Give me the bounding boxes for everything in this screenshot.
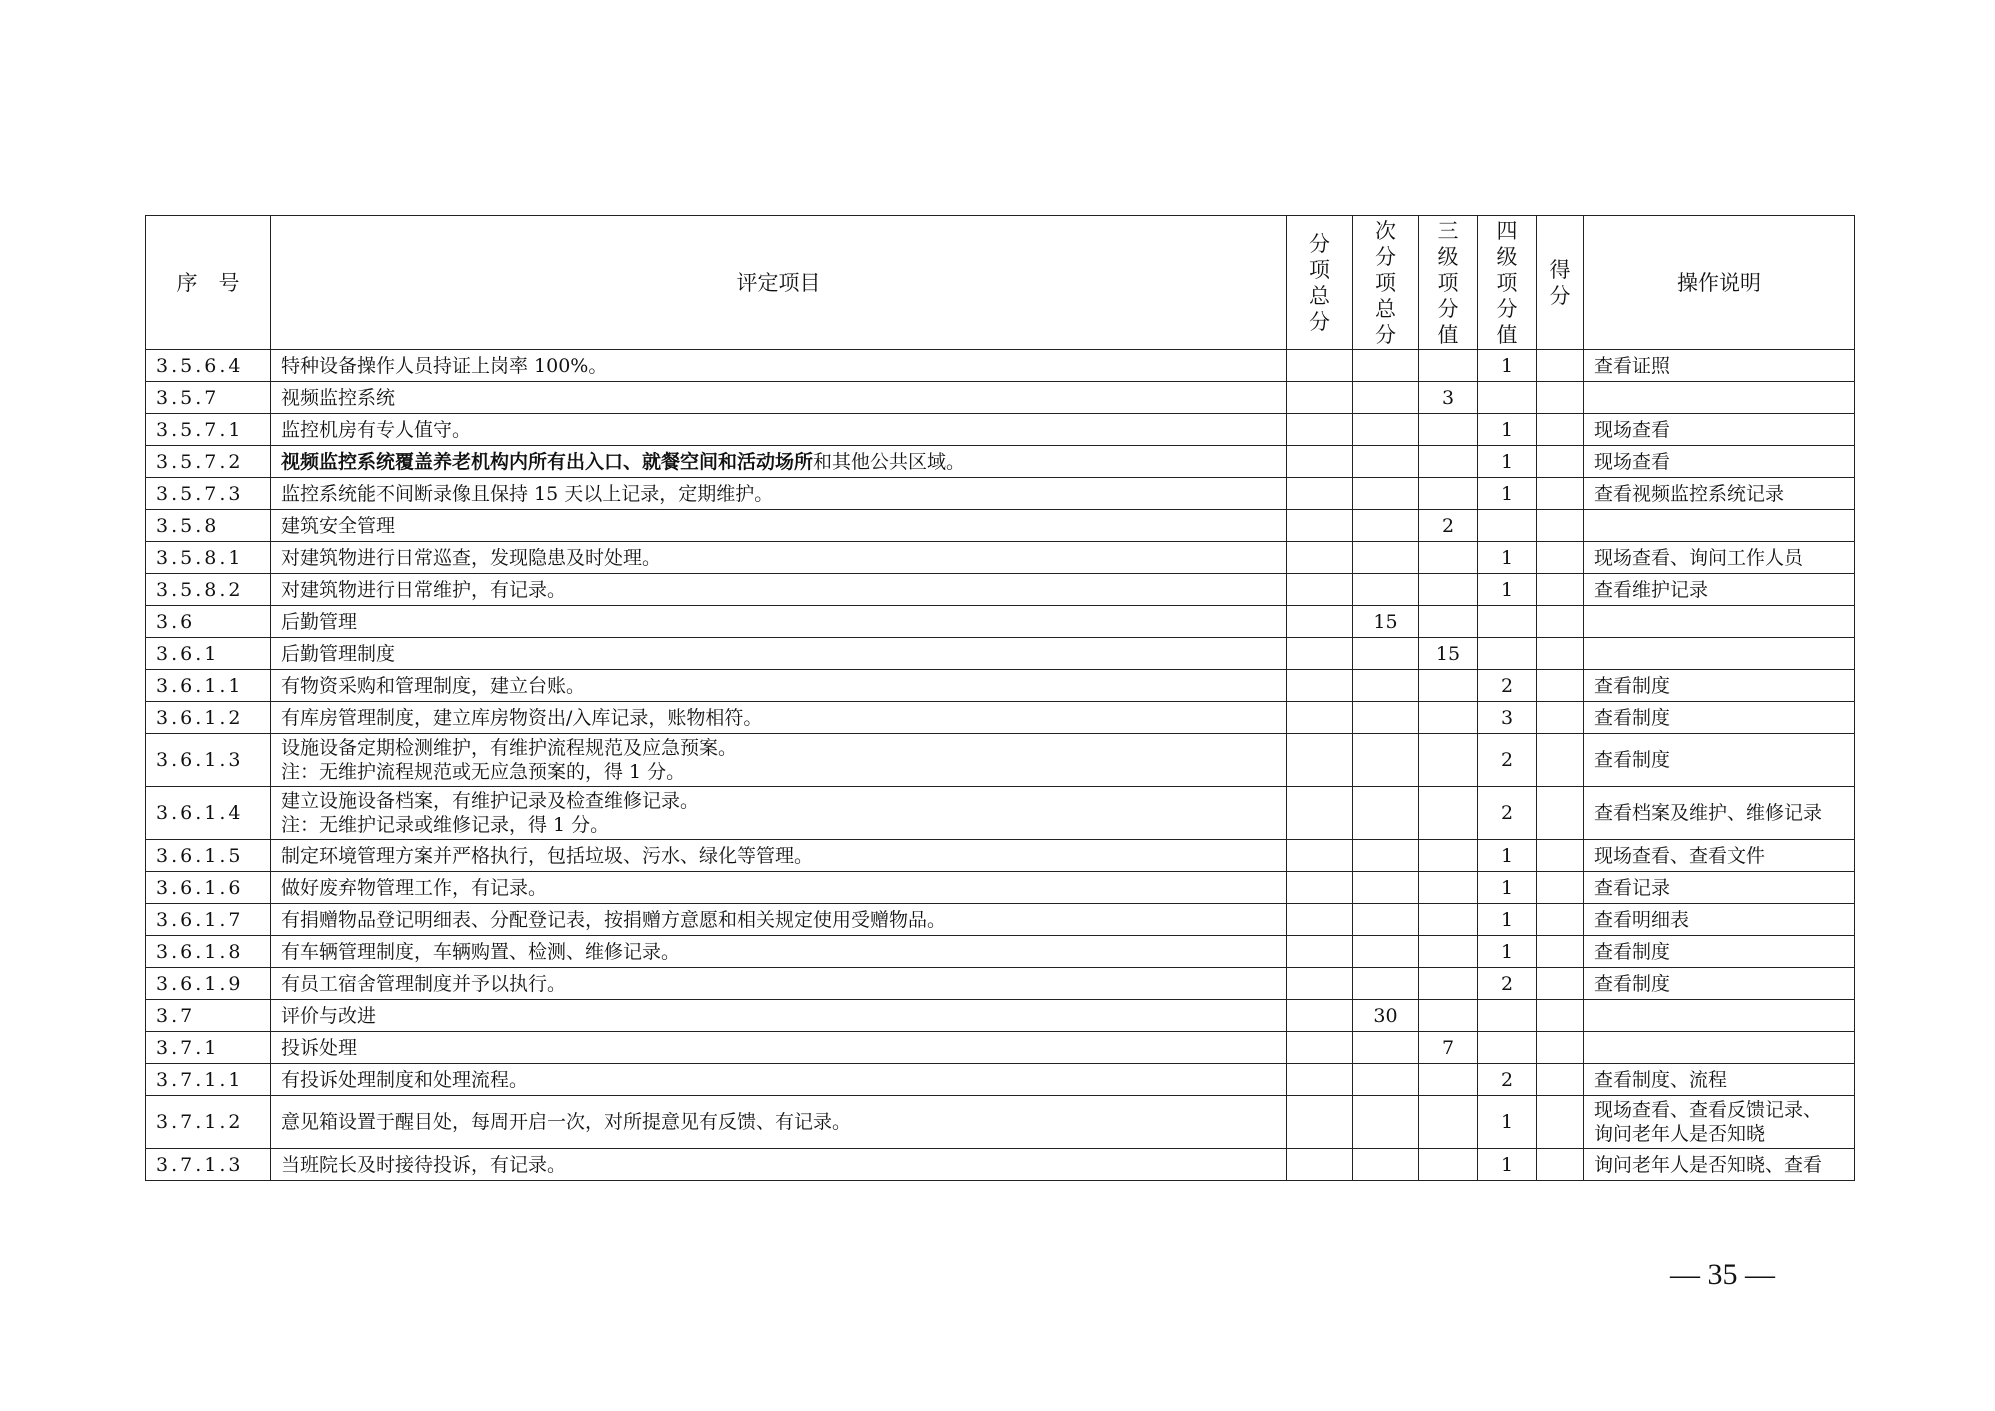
row-item: 对建筑物进行日常巡查，发现隐患及时处理。 xyxy=(271,542,1287,574)
table-row xyxy=(146,968,1855,1000)
row-level3: 15 xyxy=(1419,638,1478,670)
table-row xyxy=(146,1032,1855,1064)
row-seq: 3.7.1.1 xyxy=(146,1064,271,1096)
row-level4: 1 xyxy=(1478,446,1537,478)
row-level4: 1 xyxy=(1478,542,1537,574)
row-item xyxy=(271,446,1287,478)
row-note: 查看维护记录 xyxy=(1584,574,1855,606)
row-note: 现场查看、查看文件 xyxy=(1584,840,1855,872)
row-level4: 1 xyxy=(1478,1149,1537,1181)
table-row xyxy=(146,478,1855,510)
row-item: 有员工宿舍管理制度并予以执行。 xyxy=(271,968,1287,1000)
row-level4: 1 xyxy=(1478,904,1537,936)
row-item xyxy=(271,734,1287,787)
row-item: 后勤管理 xyxy=(271,606,1287,638)
row-level4: 1 xyxy=(1478,350,1537,382)
row-level4: 1 xyxy=(1478,414,1537,446)
row-seq: 3.5.8.2 xyxy=(146,574,271,606)
row-item: 制定环境管理方案并严格执行，包括垃圾、污水、绿化等管理。 xyxy=(271,840,1287,872)
header-level4: 四级项分值 xyxy=(1478,216,1537,350)
row-note: 查看制度 xyxy=(1584,702,1855,734)
row-note xyxy=(1584,1096,1855,1149)
row-item: 有投诉处理制度和处理流程。 xyxy=(271,1064,1287,1096)
row-note: 查看档案及维护、维修记录 xyxy=(1584,787,1855,840)
row-item: 后勤管理制度 xyxy=(271,638,1287,670)
row-note: 询问老年人是否知晓、查看 xyxy=(1584,1149,1855,1181)
row-seq: 3.5.7.2 xyxy=(146,446,271,478)
row-seq: 3.6.1.2 xyxy=(146,702,271,734)
row-item: 监控系统能不间断录像且保持 15 天以上记录，定期维护。 xyxy=(271,478,1287,510)
table-row xyxy=(146,1064,1855,1096)
row-seq: 3.5.7.1 xyxy=(146,414,271,446)
row-item-line2: 注：无维护流程规范或无应急预案的，得 1 分。 xyxy=(281,761,686,783)
header-seq: 序 号 xyxy=(146,216,271,350)
row-level4: 1 xyxy=(1478,478,1537,510)
table-row xyxy=(146,542,1855,574)
row-note: 现场查看 xyxy=(1584,414,1855,446)
table-row xyxy=(146,606,1855,638)
row-seq: 3.5.8.1 xyxy=(146,542,271,574)
row-level3: 7 xyxy=(1419,1032,1478,1064)
header-sub-total: 分项总分 xyxy=(1287,216,1353,350)
row-item-line2: 注：无维护记录或维修记录，得 1 分。 xyxy=(281,814,610,836)
row-item xyxy=(271,787,1287,840)
row-note: 查看制度 xyxy=(1584,734,1855,787)
table-row xyxy=(146,904,1855,936)
header-sec-total: 次分项总分 xyxy=(1353,216,1419,350)
row-item: 有库房管理制度，建立库房物资出/入库记录，账物相符。 xyxy=(271,702,1287,734)
row-seq: 3.7.1 xyxy=(146,1032,271,1064)
row-note: 查看记录 xyxy=(1584,872,1855,904)
header-level3: 三级项分值 xyxy=(1419,216,1478,350)
row-level4: 2 xyxy=(1478,968,1537,1000)
row-level4: 1 xyxy=(1478,1096,1537,1149)
row-item: 有物资采购和管理制度，建立台账。 xyxy=(271,670,1287,702)
table-row xyxy=(146,840,1855,872)
row-note-line1: 现场查看、查看反馈记录、 xyxy=(1594,1099,1823,1121)
row-seq: 3.6.1.1 xyxy=(146,670,271,702)
page-number: — 35 — xyxy=(1670,1258,1775,1291)
row-item-line1: 建立设施设备档案，有维护记录及检查维修记录。 xyxy=(281,790,700,812)
row-item: 有捐赠物品登记明细表、分配登记表，按捐赠方意愿和相关规定使用受赠物品。 xyxy=(271,904,1287,936)
row-item: 意见箱设置于醒目处，每周开启一次，对所提意见有反馈、有记录。 xyxy=(271,1096,1287,1149)
table-row xyxy=(146,574,1855,606)
row-level3: 3 xyxy=(1419,382,1478,414)
row-level4: 1 xyxy=(1478,574,1537,606)
row-seq: 3.5.8 xyxy=(146,510,271,542)
row-note: 查看制度 xyxy=(1584,936,1855,968)
table-row xyxy=(146,1096,1855,1149)
row-level2: 15 xyxy=(1353,606,1419,638)
row-item-bold: 视频监控系统覆盖养老机构内所有出入口、就餐空间和活动场所 xyxy=(281,450,814,473)
row-level3: 2 xyxy=(1419,510,1478,542)
row-note: 查看制度、流程 xyxy=(1584,1064,1855,1096)
row-seq: 3.6.1.5 xyxy=(146,840,271,872)
row-item: 监控机房有专人值守。 xyxy=(271,414,1287,446)
row-item: 对建筑物进行日常维护，有记录。 xyxy=(271,574,1287,606)
row-item-line1: 设施设备定期检测维护，有维护流程规范及应急预案。 xyxy=(281,737,738,759)
row-item: 投诉处理 xyxy=(271,1032,1287,1064)
row-seq: 3.7.1.2 xyxy=(146,1096,271,1149)
table-row xyxy=(146,350,1855,382)
row-item: 当班院长及时接待投诉，有记录。 xyxy=(271,1149,1287,1181)
row-seq: 3.6 xyxy=(146,606,271,638)
row-note: 现场查看、询问工作人员 xyxy=(1584,542,1855,574)
table-row xyxy=(146,936,1855,968)
row-seq: 3.6.1.9 xyxy=(146,968,271,1000)
row-level4: 3 xyxy=(1478,702,1537,734)
table-header-row xyxy=(146,216,1855,350)
row-level4: 2 xyxy=(1478,734,1537,787)
row-seq: 3.5.7.3 xyxy=(146,478,271,510)
table-row xyxy=(146,670,1855,702)
table-row xyxy=(146,638,1855,670)
table-row xyxy=(146,446,1855,478)
table-row xyxy=(146,787,1855,840)
row-level4: 1 xyxy=(1478,936,1537,968)
row-note: 查看制度 xyxy=(1584,968,1855,1000)
row-note-line2: 询问老年人是否知晓 xyxy=(1594,1123,1766,1145)
evaluation-table xyxy=(145,215,1855,1181)
table-row xyxy=(146,414,1855,446)
row-seq: 3.6.1.8 xyxy=(146,936,271,968)
row-level2: 30 xyxy=(1353,1000,1419,1032)
header-note: 操作说明 xyxy=(1584,216,1855,350)
row-note: 现场查看 xyxy=(1584,446,1855,478)
row-note: 查看明细表 xyxy=(1584,904,1855,936)
row-item: 视频监控系统 xyxy=(271,382,1287,414)
row-seq: 3.6.1.3 xyxy=(146,734,271,787)
table-row xyxy=(146,702,1855,734)
row-note: 查看证照 xyxy=(1584,350,1855,382)
table-row xyxy=(146,510,1855,542)
row-level4: 1 xyxy=(1478,872,1537,904)
row-item: 做好废弃物管理工作，有记录。 xyxy=(271,872,1287,904)
row-item: 建筑安全管理 xyxy=(271,510,1287,542)
row-level4: 2 xyxy=(1478,1064,1537,1096)
row-item-rest: 和其他公共区域。 xyxy=(813,450,966,473)
row-level4: 1 xyxy=(1478,840,1537,872)
row-seq: 3.6.1 xyxy=(146,638,271,670)
table-row xyxy=(146,1000,1855,1032)
table-row xyxy=(146,382,1855,414)
row-level4: 2 xyxy=(1478,787,1537,840)
row-item: 特种设备操作人员持证上岗率 100%。 xyxy=(271,350,1287,382)
row-note: 查看制度 xyxy=(1584,670,1855,702)
header-score: 得分 xyxy=(1537,216,1584,350)
header-item: 评定项目 xyxy=(271,216,1287,350)
row-seq: 3.7.1.3 xyxy=(146,1149,271,1181)
row-seq: 3.5.7 xyxy=(146,382,271,414)
row-seq: 3.5.6.4 xyxy=(146,350,271,382)
row-seq: 3.6.1.6 xyxy=(146,872,271,904)
row-seq: 3.6.1.4 xyxy=(146,787,271,840)
table-row xyxy=(146,872,1855,904)
row-seq: 3.6.1.7 xyxy=(146,904,271,936)
table-row xyxy=(146,1149,1855,1181)
row-seq: 3.7 xyxy=(146,1000,271,1032)
table-row xyxy=(146,734,1855,787)
row-item: 评价与改进 xyxy=(271,1000,1287,1032)
row-item: 有车辆管理制度，车辆购置、检测、维修记录。 xyxy=(271,936,1287,968)
row-level4: 2 xyxy=(1478,670,1537,702)
row-note: 查看视频监控系统记录 xyxy=(1584,478,1855,510)
